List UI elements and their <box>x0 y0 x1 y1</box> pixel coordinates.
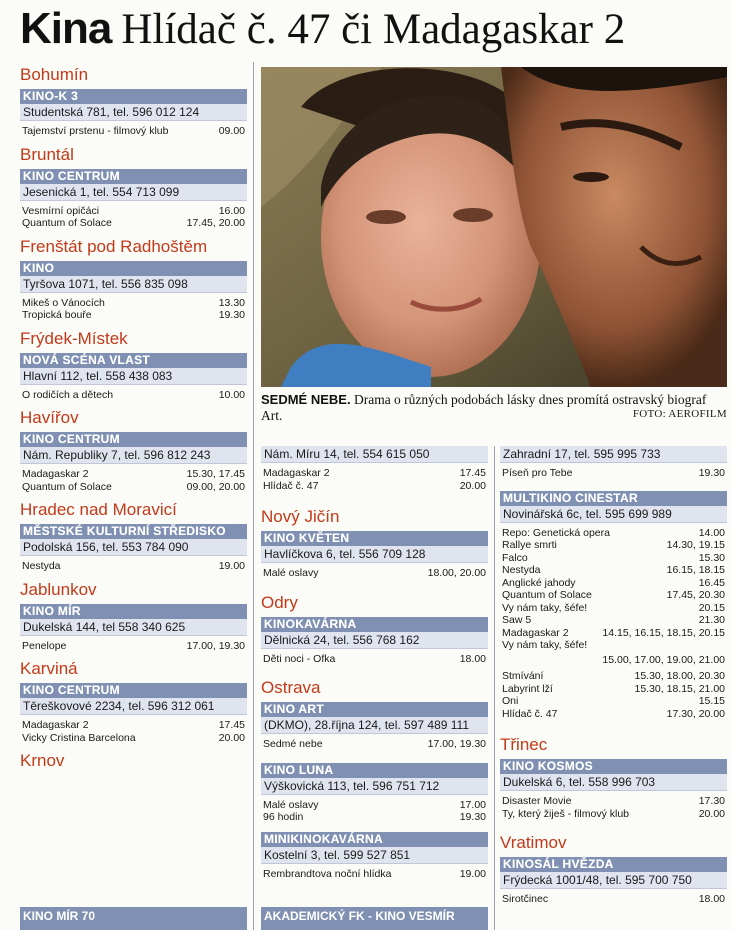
film-row: Mikeš o Vánocích 13.30 <box>22 296 245 309</box>
listing-frydek <box>20 328 247 402</box>
cinema-address: Podolská 156, tel. 553 784 090 <box>20 539 247 556</box>
cinema-address: Frýdecká 1001/48, tel. 595 700 750 <box>500 872 727 889</box>
film-row: Píseň pro Tebe 19.30 <box>502 467 725 479</box>
cinema-address: Nám. Míru 14, tel. 554 615 050 <box>261 446 488 463</box>
cinema-name: KINO-K 3 <box>20 89 247 104</box>
town-name: Krnov <box>20 751 65 770</box>
cinema-name: KINO CENTRUM <box>20 169 247 184</box>
film-row: Malé oslavy 18.00, 20.00 <box>263 567 486 579</box>
listing-ostrava <box>261 677 488 880</box>
cinema-name: KINO <box>20 261 247 276</box>
film-row: Madagaskar 2 17.45 <box>22 719 245 731</box>
cinema-name: KINO MÍR <box>20 604 247 619</box>
town-name: Ostrava <box>261 678 321 697</box>
cinema-address: (DKMO), 28.října 124, tel. 597 489 111 <box>261 717 488 734</box>
cinema-address: Dukelská 6, tel. 558 996 703 <box>500 774 727 791</box>
cinema-name: KINO CENTRUM <box>20 683 247 698</box>
town-name: Hradec nad Moravicí <box>20 500 177 519</box>
film-row: Quantum of Solace 17.45, 20.30 <box>502 589 725 601</box>
film-row: Ty, který žiješ - filmový klub 20.00 <box>502 807 725 820</box>
cinema-name: MINIKINOKAVÁRNA <box>261 832 488 847</box>
film-row: Rallye smrti 14.30, 19.15 <box>502 539 725 551</box>
cinema-name: NOVÁ SCÉNA VLAST <box>20 353 247 368</box>
cinema-address: Dukelská 144, tel 558 340 625 <box>20 619 247 636</box>
cinema-name-cut: AKADEMICKÝ FK - KINO VESMÍR <box>261 907 488 930</box>
film-row: Disaster Movie 17.30 <box>502 795 725 807</box>
film-row: Tropická bouře 19.30 <box>22 309 245 321</box>
listing-column-right <box>500 446 727 906</box>
film-row: Nestyda 19.00 <box>22 560 245 572</box>
film-row: Stmívání 15.30, 18.00, 20.30 <box>502 670 725 682</box>
film-row: Repo: Genetická opera 14.00 <box>502 526 725 539</box>
headline-rest: Hlídač č. 47 či Madagaskar 2 <box>121 6 626 53</box>
film-row: Quantum of Solace 09.00, 20.00 <box>22 480 245 493</box>
film-row: Nestyda 16.15, 18.15 <box>502 564 725 576</box>
cinema-name: KINO KVĚTEN <box>261 531 488 546</box>
listing-column-middle <box>261 446 488 880</box>
film-row: Quantum of Solace 17.45, 20.00 <box>22 217 245 229</box>
column-divider <box>494 446 495 930</box>
cinema-address: Kostelní 3, tel. 599 527 851 <box>261 847 488 864</box>
film-row: Madagaskar 2 15.30, 17.45 <box>22 468 245 480</box>
town-name: Třinec <box>500 735 548 754</box>
listing-bohumin <box>20 64 247 138</box>
column-divider <box>253 62 254 930</box>
cinema-name-cut: KINO MÍR 70 <box>20 907 247 930</box>
caption-text: Drama o různých podobách lásky dnes promítá ostravský biograf Art. <box>261 392 707 423</box>
film-row: O rodičích a dětech 10.00 <box>22 388 245 401</box>
listing-hradec <box>20 499 247 573</box>
film-row: Vesmírní opičáci 16.00 <box>22 204 245 217</box>
listing-karvina <box>20 658 247 744</box>
film-row: Falco 15.30 <box>502 551 725 564</box>
cinema-address: Novinářská 6c, tel. 595 699 989 <box>500 506 727 523</box>
listing-multikino <box>500 491 727 721</box>
cinema-address: Těreškovové 2234, tel. 596 312 061 <box>20 698 247 715</box>
film-row: Děti noci - Ofka 18.00 <box>263 652 486 665</box>
film-row: Vy nám taky, šéfe! <box>502 639 588 651</box>
photo-illustration <box>261 67 727 387</box>
listing-column-left <box>20 62 247 772</box>
cinema-address: Havlíčkova 6, tel. 556 709 128 <box>261 546 488 563</box>
listing-trinec <box>500 734 727 820</box>
film-row: 96 hodin 19.30 <box>263 811 486 823</box>
film-row: Malé oslavy 17.00 <box>263 798 486 811</box>
listing-havirov <box>20 407 247 493</box>
cinema-name: KINO CENTRUM <box>20 432 247 447</box>
listing-odry <box>261 592 488 666</box>
cinema-name: MĚSTSKÉ KULTURNÍ STŘEDISKO <box>20 524 247 539</box>
film-row: Labyrint lží 15.30, 18.15, 21.00 <box>502 682 725 695</box>
cinema-name: KINOSÁL HVĚZDA <box>500 857 727 872</box>
photo-credit: FOTO: AEROFILM <box>632 408 727 420</box>
town-name: Frenštát pod Radhoštěm <box>20 236 208 256</box>
town-name: Vratimov <box>500 833 567 852</box>
photo-sedme-nebe <box>261 67 727 387</box>
cinema-name: KINO LUNA <box>261 763 488 778</box>
film-row: Rembrandtova noční hlídka 19.00 <box>263 867 486 880</box>
film-row: Hlídač č. 47 20.00 <box>263 479 486 492</box>
film-times-continued: 15.00, 17.00, 19.00, 21.00 <box>602 653 725 666</box>
page-headline <box>20 4 625 60</box>
cinema-address: Hlavní 112, tel. 558 438 083 <box>20 368 247 385</box>
cinema-address: Tyršova 1071, tel. 556 835 098 <box>20 276 247 293</box>
cinema-name: MULTIKINO CINESTAR <box>500 491 727 506</box>
headline-bold: Kina <box>20 4 112 53</box>
listing-bruntal <box>20 144 247 230</box>
cinema-address: Nám. Republiky 7, tel. 596 812 243 <box>20 447 247 464</box>
film-row: Hlídač č. 47 17.30, 20.00 <box>502 707 725 720</box>
town-name: Odry <box>261 592 298 612</box>
listing-krnov <box>20 750 247 772</box>
film-row: Anglické jahody 16.45 <box>502 576 725 589</box>
film-row: Oni 15.15 <box>502 695 725 707</box>
town-name: Jablunkov <box>20 579 97 599</box>
cinema-name: KINOKAVÁRNA <box>261 617 488 632</box>
film-row: Madagaskar 2 14.15, 16.15, 18.15, 20.15 <box>502 626 725 639</box>
listing-jablunkov <box>20 579 247 653</box>
listing-vratimov <box>500 832 727 906</box>
cinema-address: Výškovická 113, tel. 596 751 712 <box>261 778 488 795</box>
town-name: Nový Jičín <box>261 507 340 526</box>
cinema-address: Studentská 781, tel. 596 012 124 <box>20 104 247 121</box>
film-row: Vy nám taky, šéfe! 20.15 <box>502 601 725 614</box>
film-row: Sedmé nebe 17.00, 19.30 <box>263 738 486 750</box>
cinema-address: Zahradní 17, tel. 595 995 733 <box>500 446 727 463</box>
listing-frenstat <box>20 236 247 322</box>
film-row: Madagaskar 2 17.45 <box>263 467 486 479</box>
film-row: Saw 5 21.30 <box>502 614 725 626</box>
film-row: Penelope 17.00, 19.30 <box>22 639 245 652</box>
town-name: Karviná <box>20 659 78 678</box>
listing-novy-jicin <box>261 506 488 580</box>
town-name: Bruntál <box>20 144 74 164</box>
cinema-address: Dělnická 24, tel. 556 768 162 <box>261 632 488 649</box>
film-row: Sirotčinec 18.00 <box>502 893 725 905</box>
film-row: Tajemství prstenu - filmový klub 09.00 <box>22 125 245 137</box>
cinema-name: KINO ART <box>261 702 488 717</box>
film-row: Vicky Cristina Barcelona 20.00 <box>22 731 245 744</box>
town-name: Havířov <box>20 408 79 427</box>
caption-lead: SEDMÉ NEBE. <box>261 392 351 407</box>
cinema-name: KINO KOSMOS <box>500 759 727 774</box>
town-name: Frýdek-Místek <box>20 328 128 348</box>
town-name: Bohumín <box>20 65 89 84</box>
cinema-address: Jesenická 1, tel. 554 713 099 <box>20 184 247 201</box>
